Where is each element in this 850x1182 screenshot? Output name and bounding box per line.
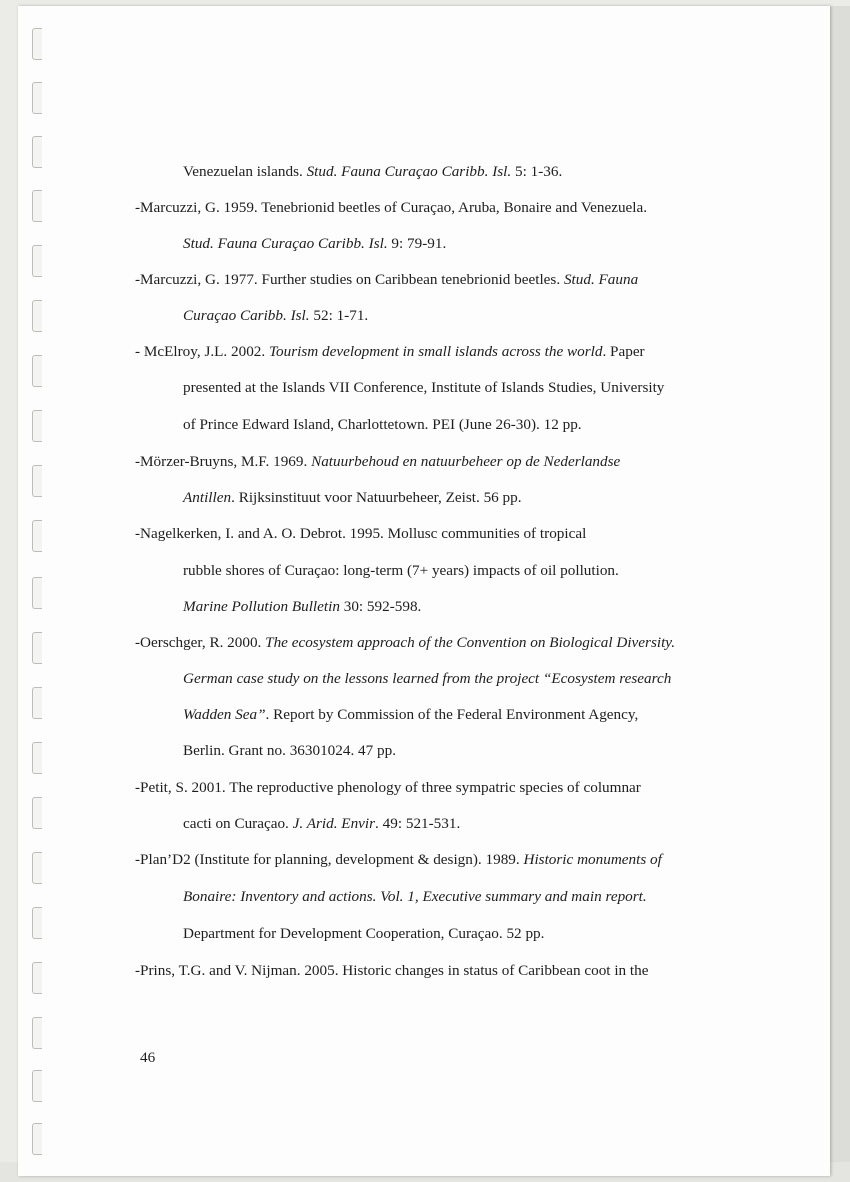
- scan-right-edge: [830, 6, 850, 1182]
- binding-hole: [32, 1123, 42, 1155]
- reference-oerschger-2000: -Oerschger, R. 2000. The ecosystem approach of the Convention on Biological Diversity.: [135, 634, 675, 651]
- binding-hole: [32, 632, 42, 664]
- reference-line: Department for Development Cooperation, Curaçao. 52 pp.: [183, 925, 545, 942]
- reference-line: Wadden Sea”. Report by Commission of the Federal Environment Agency,: [183, 706, 639, 723]
- paper-sheet: [18, 6, 830, 1176]
- reference-line: Curaçao Caribb. Isl. 52: 1-71.: [183, 307, 369, 324]
- binding-hole: [32, 465, 42, 497]
- binding-hole: [32, 907, 42, 939]
- binding-hole: [32, 1017, 42, 1049]
- binding-hole: [32, 28, 42, 60]
- binding-hole: [32, 852, 42, 884]
- binding-hole: [32, 300, 42, 332]
- binding-hole: [32, 190, 42, 222]
- reference-marcuzzi-1977: -Marcuzzi, G. 1977. Further studies on Caribbean tenebrionid beetles. Stud. Fauna: [135, 271, 639, 288]
- binding-hole: [32, 577, 42, 609]
- binding-hole: [32, 355, 42, 387]
- reference-prins-2005: -Prins, T.G. and V. Nijman. 2005. Historic changes in status of Caribbean coot in the: [135, 962, 649, 979]
- binding-hole: [32, 520, 42, 552]
- reference-line: Stud. Fauna Curaçao Caribb. Isl. 9: 79-91.: [183, 235, 447, 252]
- binding-hole: [32, 687, 42, 719]
- reference-line: German case study on the lessons learned from the project “Ecosystem research: [183, 670, 672, 687]
- binding-hole: [32, 136, 42, 168]
- reference-line: Marine Pollution Bulletin 30: 592-598.: [183, 598, 422, 615]
- reference-line: Antillen. Rijksinstituut voor Natuurbeheer, Zeist. 56 pp.: [183, 489, 522, 506]
- binding-hole: [32, 797, 42, 829]
- reference-line: presented at the Islands VII Conference, Institute of Islands Studies, University: [183, 379, 665, 396]
- binding-hole: [32, 962, 42, 994]
- reference-line: Venezuelan islands. Stud. Fauna Curaçao Caribb. Isl. 5: 1-36.: [183, 163, 563, 180]
- binding-hole: [32, 742, 42, 774]
- reference-petit-2001: -Petit, S. 2001. The reproductive phenology of three sympatric species of columnar: [135, 779, 641, 796]
- binding-hole: [32, 1070, 42, 1102]
- reference-line: Bonaire: Inventory and actions. Vol. 1, Executive summary and main report.: [183, 888, 647, 905]
- page-number: 46: [140, 1049, 156, 1066]
- binding-hole: [32, 82, 42, 114]
- reference-line: of Prince Edward Island, Charlottetown. PEI (June 26-30). 12 pp.: [183, 416, 582, 433]
- reference-nagelkerken-1995: -Nagelkerken, I. and A. O. Debrot. 1995. Mollusc communities of tropical: [135, 525, 587, 542]
- reference-line: Berlin. Grant no. 36301024. 47 pp.: [183, 742, 397, 759]
- reference-line: rubble shores of Curaçao: long-term (7+ years) impacts of oil pollution.: [183, 562, 619, 579]
- binding-hole: [32, 245, 42, 277]
- binding-hole: [32, 410, 42, 442]
- reference-mcelroy-2002: - McElroy, J.L. 2002. Tourism development in small islands across the world. Paper: [135, 343, 645, 360]
- reference-marcuzzi-1959: -Marcuzzi, G. 1959. Tenebrionid beetles of Curaçao, Aruba, Bonaire and Venezuela.: [135, 199, 648, 216]
- reference-pland2-1989: -Plan’D2 (Institute for planning, development & design). 1989. Historic monuments of: [135, 851, 662, 868]
- reference-line: cacti on Curaçao. J. Arid. Envir. 49: 521-531.: [183, 815, 461, 832]
- reference-morzer-bruyns-1969: -Mörzer-Bruyns, M.F. 1969. Natuurbehoud en natuurbeheer op de Nederlandse: [135, 453, 621, 470]
